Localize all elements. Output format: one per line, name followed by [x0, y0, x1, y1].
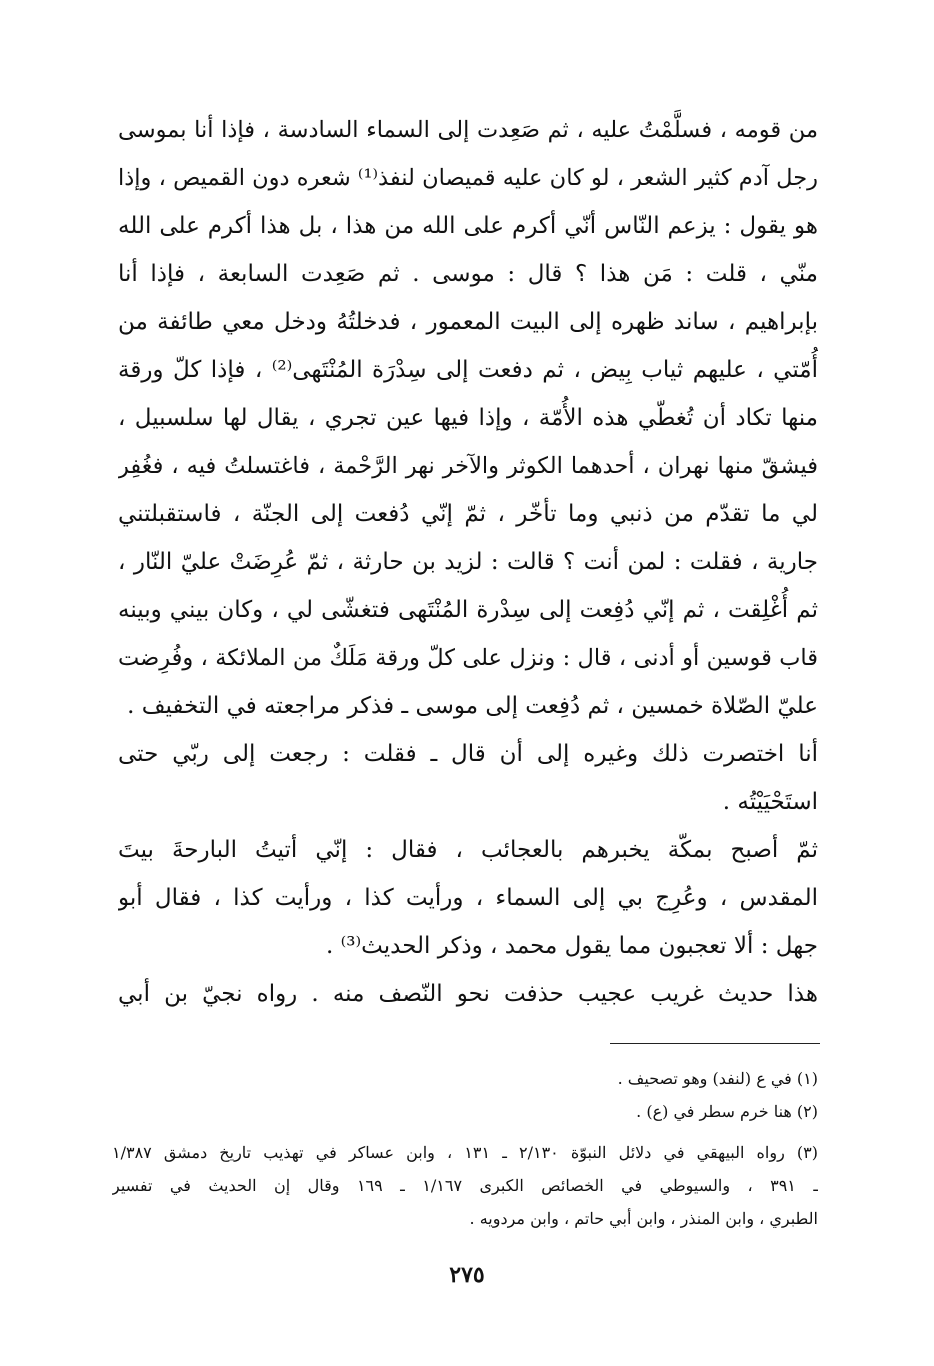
text-line: أُمّتي ، عليهم ثياب بِيض ، ثم دفعت إلى سِدْرَة المُنْتَهى⁽²⁾ ، فإذا كلّ ورقة	[118, 357, 818, 383]
text-line: هذا حديث غريب عجيب حذفت نحو النّصف منه . رواه نجيّ بن أبي	[118, 981, 818, 1007]
text-line: هو يقول : يزعم النّاس أنّي أكرم على الله من هذا ، بل هذا أكرم على الله	[118, 213, 818, 239]
text-line: فيشقّ منها نهران ، أحدهما الكوثر والآخر نهر الرَّحْمة ، فاغتسلتُ فيه ، فغُفِر	[118, 453, 818, 479]
text-line: لي ما تقدّم من ذنبي وما تأخّر ، ثمّ إنّي دُفعت إلى الجنّة ، فاستقبلتني	[118, 501, 818, 527]
footnote-2: (٢) هنا خرم سطر في (ع) .	[636, 1102, 818, 1121]
text-line: استَحْيَيْتُه .	[722, 789, 818, 815]
footnote-3-line: ـ ٣٩١ ، والسيوطي في الخصائص الكبرى ١/١٦٧ ـ ١٦٩ وقال إن الحديث في تفسير	[112, 1176, 818, 1195]
text-line: ثم أُغْلِقت ، ثم إنّي دُفِعت إلى سِدْرة المُنْتَهى فتغشّى لي ، وكان بيني وبينه	[118, 597, 818, 623]
text-line: من قومه ، فسلَّمْتُ عليه ، ثم صَعِدت إلى السماء السادسة ، فإذا أنا بموسى	[118, 117, 818, 143]
text-line: المقدس ، وعُرِج بي إلى السماء ، ورأيت كذا ، ورأيت كذا ، فقال أبو	[118, 885, 818, 911]
text-line: أنا اختصرت ذلك وغيره إلى أن قال ـ فقلت : رجعت إلى ربّي حتى	[118, 741, 818, 767]
text-line: منها تكاد أن تُغطّي هذه الأُمّة ، وإذا فيها عين تجري ، يقال لها سلسبيل ،	[118, 405, 818, 431]
footnote-3-line: (٣) رواه البيهقي في دلائل النبوّة ٢/١٣٠ ـ ١٣١ ، وابن عساكر في تهذيب تاريخ دمشق ١/٣٨٧	[112, 1143, 818, 1162]
footnotes	[112, 1062, 818, 1235]
footnote-divider	[610, 1043, 820, 1044]
text-line: رجل آدم كثير الشعر ، لو كان عليه قميصان لنفذ⁽¹⁾ شعره دون القميص ، وإذا	[118, 165, 818, 191]
text-line: قاب قوسين أو أدنى ، قال : ونزل على كلّ ورقة مَلَكٌ من الملائكة ، وفُرِضت	[118, 645, 818, 671]
footnote-1: (١) في ع (لنفد) وهو تصحيف .	[617, 1069, 818, 1088]
footnote-spacer	[112, 1128, 818, 1136]
footnote-3-line: الطبري ، وابن المنذر ، وابن أبي حاتم ، وابن مردويه .	[469, 1209, 818, 1228]
text-line: عليّ الصّلاة خمسين ، ثم دُفِعت إلى موسى ـ فذكر مراجعته في التخفيف .	[127, 693, 818, 719]
text-line: منّي ، قلت : مَن هذا ؟ قال : موسى . ثم صَعِدت السابعة ، فإذا أنا	[118, 261, 818, 287]
body-paragraph-1	[118, 106, 818, 826]
page-number: ٢٧٥	[449, 1262, 485, 1288]
text-line: جارية ، فقلت : لمن أنت ؟ قالت : لزيد بن حارثة ، ثمّ عُرِضَتْ عليّ النّار ،	[118, 549, 818, 575]
text-line: بإبراهيم ، ساند ظهره إلى البيت المعمور ، فدخلتُهُ ودخل معي طائفة من	[118, 309, 818, 335]
body-paragraph-3	[118, 970, 818, 1018]
text-line: جهل : ألا تعجبون مما يقول محمد ، وذكر الحديث⁽³⁾ .	[325, 933, 818, 959]
text-line: ثمّ أصبح بمكّة يخبرهم بالعجائب ، فقال : إنّي أتيتُ البارحةَ بيتَ	[118, 837, 818, 863]
body-paragraph-2	[118, 826, 818, 970]
